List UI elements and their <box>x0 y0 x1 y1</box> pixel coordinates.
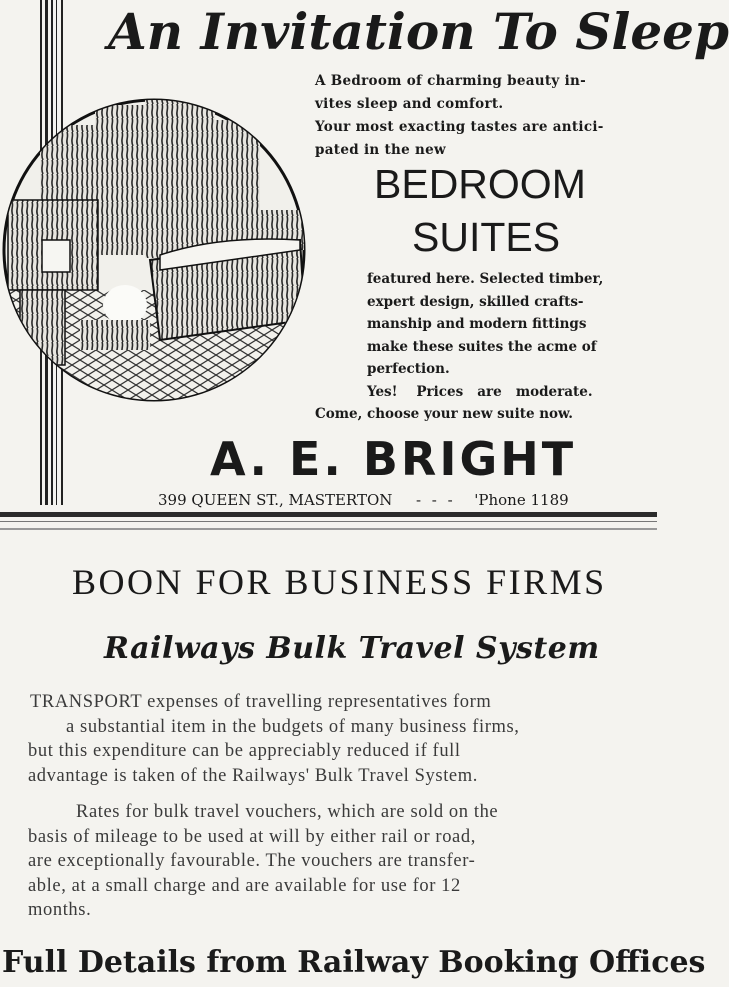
divider-rule <box>0 521 657 522</box>
paragraph-line: advantage is taken of the Railways' Bulk Travel System. <box>28 765 478 786</box>
railways-paragraph-1 <box>28 690 640 788</box>
paragraph-line: months. <box>28 900 92 920</box>
body-line: Come, choose your new suite now. <box>315 406 574 422</box>
railways-paragraph-2 <box>28 800 640 923</box>
separator-dashes: - - - <box>415 491 453 509</box>
paragraph-line: able, at a small charge and are available for use for 12 <box>28 875 461 896</box>
intro-line: pated in the new <box>315 142 446 158</box>
intro-line: Your most exacting tastes are antici- <box>315 119 604 135</box>
body-line: expert design, skilled crafts- <box>367 293 584 310</box>
intro-line: A Bedroom of charming beauty in- <box>315 73 587 89</box>
bedroom-ad-headline: An Invitation To Sleep <box>108 2 729 61</box>
divider-rule <box>0 512 657 517</box>
bedroom-illustration <box>0 90 312 415</box>
intro-line: vites sleep and comfort. <box>315 96 504 112</box>
body-line: manship and modern fittings <box>367 316 587 332</box>
paragraph-line: a substantial item in the budgets of many business firms, <box>66 716 520 737</box>
paragraph-line: but this expenditure can be appreciably reduced if full <box>28 741 461 761</box>
railways-ad-subheadline: Railways Bulk Travel System <box>104 631 600 666</box>
body-line: make these suites the acme of <box>367 338 597 355</box>
paragraph-line: TRANSPORT expenses of travelling representatives form <box>30 692 492 712</box>
railways-ad-headline: BOON FOR BUSINESS FIRMS <box>72 562 607 602</box>
paragraph-line: basis of mileage to be used at will by either rail or road, <box>28 826 476 847</box>
divider-rule <box>0 528 657 530</box>
firm-address-line <box>158 488 638 512</box>
body-line: Yes! Prices are moderate. <box>367 383 593 400</box>
body-line: featured here. Selected timber, <box>367 271 604 287</box>
street-address: 399 QUEEN ST., MASTERTON <box>158 491 393 509</box>
paragraph-line: Rates for bulk travel vouchers, which are sold on the <box>76 802 499 822</box>
bedroom-ad-body <box>315 268 633 426</box>
body-line: perfection. <box>367 361 450 377</box>
paragraph-line: are exceptionally favourable. The vouchers are transfer- <box>28 851 476 871</box>
railways-ad-footer: Full Details from Railway Booking Offices <box>2 945 706 980</box>
product-title-bedroom: BEDROOM <box>374 161 586 207</box>
bedroom-ad-intro <box>315 70 635 162</box>
phone-number: 'Phone 1189 <box>474 491 569 509</box>
product-title-suites: SUITES <box>412 214 561 260</box>
firm-name: A. E. BRIGHT <box>210 432 577 486</box>
